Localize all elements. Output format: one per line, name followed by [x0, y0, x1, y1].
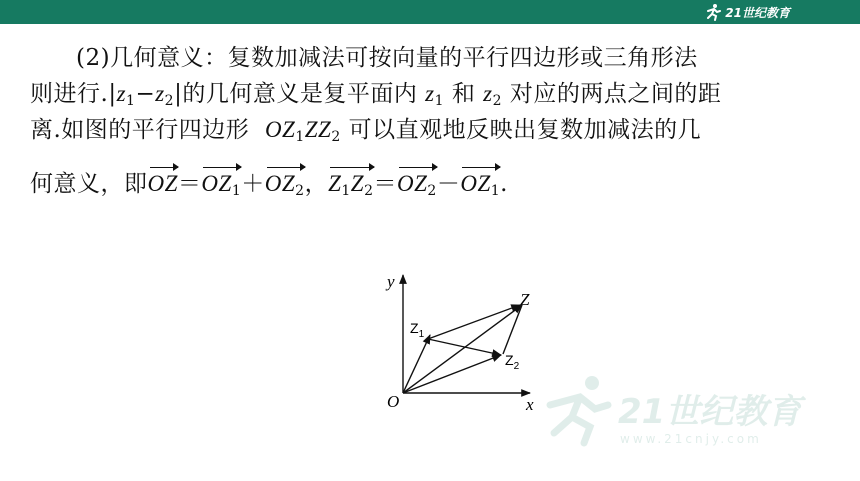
math-op: － — [436, 171, 461, 197]
math-sub: 2 — [331, 129, 341, 145]
svg-text:www.21cnjy.com: www.21cnjy.com — [620, 432, 762, 446]
vector-oz1: $OZ_1$ — [201, 166, 241, 202]
text-run: 和 — [451, 81, 476, 107]
point-z-label: Z — [520, 290, 530, 309]
y-axis-label: y — [387, 272, 395, 291]
math-var: z — [116, 81, 127, 106]
math-var: OZ — [264, 117, 296, 142]
math-var: ZZ — [304, 117, 332, 142]
math-sub: 1 — [295, 129, 305, 145]
point-z2-label: $Z_2$ — [505, 352, 520, 372]
text-run: 的几何意义是复平面内 — [182, 81, 418, 107]
math-op: − — [135, 81, 156, 107]
runner-icon — [704, 3, 722, 21]
math-op: ＝ — [373, 171, 397, 197]
math-sub: 2 — [164, 93, 175, 109]
vector-oz-line — [403, 305, 522, 393]
vector-oz2: $OZ_2$ — [265, 166, 305, 202]
brand-logo — [704, 2, 790, 22]
line-3 — [30, 112, 840, 148]
content-paragraph — [30, 40, 840, 202]
math-var: z — [425, 81, 435, 106]
math-sub: 1 — [434, 93, 445, 109]
brand-logo-text: 21世纪教育 — [725, 5, 790, 20]
x-axis-label: x — [526, 395, 534, 414]
vector-z1z2-line — [428, 339, 501, 355]
header-bar — [0, 0, 860, 24]
math-sub: 1 — [126, 93, 136, 109]
point-z1-label: $Z_1$ — [410, 320, 425, 340]
line-2 — [30, 76, 840, 112]
text-run: 对应的两点之间的距 — [509, 81, 722, 107]
abs-bar: | — [174, 81, 183, 107]
vector-z1z2: $Z_1Z_2$ — [328, 166, 373, 202]
svg-text:21世纪教育: 21世纪教育 — [618, 392, 802, 432]
math-op: ＝ — [177, 171, 202, 197]
watermark-logo — [540, 375, 810, 450]
line-1 — [30, 40, 840, 76]
vector-oz: OZ — [148, 166, 178, 202]
text-run: 则进行. — [30, 81, 109, 107]
abs-bar: | — [108, 81, 117, 107]
math-punct: ， — [304, 171, 329, 197]
math-var: z — [155, 81, 165, 106]
line-4 — [30, 166, 840, 202]
math-op: ＋ — [241, 171, 265, 197]
origin-label: O — [387, 392, 400, 411]
vector-oz1-b: $OZ_1$ — [460, 166, 500, 202]
math-punct: . — [500, 171, 508, 197]
text-run: 可以直观地反映出复数加减法的几 — [348, 117, 702, 143]
math-var: z — [483, 81, 493, 106]
text-run: (2)几何意义：复数加减法可按向量的平行四边形或三角形法 — [76, 45, 698, 71]
side-z1z — [428, 305, 520, 339]
parallelogram-diagram — [370, 265, 560, 415]
math-sub: 2 — [492, 93, 503, 109]
text-run: 何意义，即 — [30, 171, 148, 197]
vector-oz2-b: $OZ_2$ — [397, 166, 437, 202]
text-run: 离.如图的平行四边形 — [30, 117, 250, 143]
